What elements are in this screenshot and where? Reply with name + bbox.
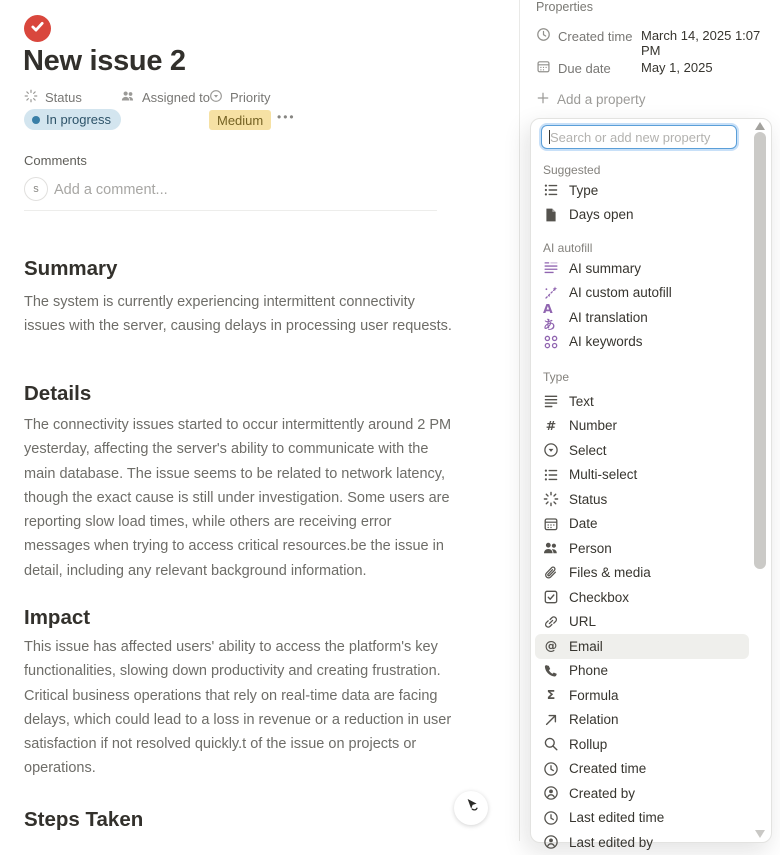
- property-row-created-time[interactable]: [536, 27, 632, 45]
- dropdown-item-rollup[interactable]: [535, 732, 749, 757]
- ai-summary-icon: [543, 260, 559, 276]
- status-icon: [543, 491, 559, 507]
- arrow-up-right-icon: [543, 712, 559, 728]
- property-value-created-time[interactable]: March 14, 2025 1:07 PM: [641, 28, 761, 58]
- dropdown-item-label: Last edited by: [569, 834, 654, 850]
- add-property-button[interactable]: [536, 91, 646, 108]
- dropdown-item-label: Days open: [569, 207, 634, 223]
- group-label-suggested: Suggested: [543, 163, 601, 177]
- dropdown-item-checkbox[interactable]: [535, 585, 749, 610]
- dropdown-item-label: Email: [569, 638, 603, 654]
- comments-label: Comments: [24, 153, 87, 168]
- ai-translation-icon: Aあ: [543, 301, 556, 333]
- dropdown-item-label: Date: [569, 516, 598, 532]
- sigma-icon: Σ: [546, 687, 556, 703]
- link-icon: [543, 614, 559, 630]
- dropdown-item-last-edited-by[interactable]: [535, 830, 749, 855]
- magnifier-icon: [543, 736, 559, 752]
- dropdown-item-label: Formula: [569, 687, 619, 703]
- section-body-impact[interactable]: This issue has affected users' ability to access the platform's key functionalities, slowing down productivity and creating frustration. Critical business operations that rely on real-time data are facing delays, which could lead to a loss in revenue or a reduction in user satisfaction if not resolved quickly.t of the issue on projects or operations.: [24, 639, 452, 777]
- group-label-ai-autofill: AI autofill: [543, 241, 593, 255]
- dropdown-item-label: Type: [569, 182, 599, 198]
- dropdown-item-date[interactable]: [535, 512, 749, 537]
- group-label-type: Type: [543, 370, 570, 384]
- page-icon-badge[interactable]: [24, 15, 51, 42]
- popover-scrollbar[interactable]: [752, 119, 768, 842]
- scrollbar-down-arrow[interactable]: [755, 830, 765, 838]
- dropdown-item-person[interactable]: [535, 536, 749, 561]
- dropdown-item-label: Checkbox: [569, 589, 630, 605]
- select-icon: [543, 442, 559, 458]
- dropdown-item-select[interactable]: [535, 438, 749, 463]
- dropdown-item-url[interactable]: [535, 610, 749, 635]
- property-header-label: Status: [45, 90, 82, 105]
- dropdown-item-days-open[interactable]: [535, 203, 749, 228]
- dropdown-item-ai-translation[interactable]: [535, 301, 749, 333]
- property-header-assigned-to[interactable]: [121, 89, 210, 106]
- status-dot-icon: [32, 116, 40, 124]
- people-icon: [121, 89, 135, 106]
- property-header-label: Priority: [230, 90, 271, 105]
- panel-divider: [519, 0, 520, 841]
- clock-icon: [543, 810, 559, 826]
- dropdown-item-multi-select[interactable]: [535, 463, 749, 488]
- ai-wand-icon: [543, 285, 559, 301]
- multi-select-icon: [543, 467, 559, 483]
- select-icon: [209, 89, 223, 106]
- dropdown-item-label: Number: [569, 418, 618, 434]
- dropdown-item-label: Created time: [569, 761, 647, 777]
- dropdown-item-ai-summary[interactable]: [535, 256, 749, 281]
- dropdown-item-text[interactable]: [535, 389, 749, 414]
- cursor-icon: [462, 797, 480, 820]
- dropdown-item-label: AI summary: [569, 260, 642, 276]
- avatar-letter: s: [33, 183, 39, 195]
- dropdown-item-relation[interactable]: [535, 708, 749, 733]
- date-icon: [543, 516, 559, 532]
- clock-icon: [536, 27, 558, 45]
- page-title[interactable]: New issue 2: [23, 45, 186, 77]
- add-property-label: Add a property: [557, 92, 646, 107]
- comment-input[interactable]: Add a comment...: [54, 182, 168, 198]
- property-value-due-date[interactable]: May 1, 2025: [641, 60, 713, 75]
- property-header-label: Assigned to: [142, 90, 210, 105]
- dropdown-item-label: Multi-select: [569, 467, 638, 483]
- section-heading-summary[interactable]: Summary: [24, 257, 118, 280]
- dropdown-item-label: Text: [569, 393, 594, 409]
- dropdown-item-phone[interactable]: [535, 659, 749, 684]
- section-heading-steps-taken[interactable]: Steps Taken: [24, 808, 144, 831]
- property-header-status[interactable]: [24, 89, 82, 106]
- dropdown-item-label: Relation: [569, 712, 619, 728]
- dropdown-item-created-time[interactable]: [535, 757, 749, 782]
- properties-panel-title: Properties: [536, 0, 593, 14]
- property-header-priority[interactable]: [209, 89, 270, 106]
- dropdown-item-status[interactable]: [535, 487, 749, 512]
- dropdown-item-number[interactable]: [535, 414, 749, 439]
- ai-keywords-icon: [543, 334, 559, 350]
- dropdown-item-last-edited-time[interactable]: [535, 806, 749, 831]
- dropdown-item-label: AI translation: [569, 309, 648, 325]
- page-icon: [543, 207, 559, 223]
- paperclip-icon: [543, 565, 559, 581]
- checkbox-icon: [543, 589, 559, 605]
- property-search-input[interactable]: [541, 125, 737, 149]
- text-caret: [549, 130, 550, 144]
- person-circle-icon: [543, 834, 559, 850]
- scrollbar-thumb[interactable]: [754, 132, 766, 569]
- add-property-popover: [530, 118, 772, 850]
- dropdown-item-ai-custom-autofill[interactable]: [535, 281, 749, 306]
- section-body-summary[interactable]: The system is currently experiencing intermittent connectivity issues with the server, causing delays in processing user requests.: [24, 294, 452, 335]
- dropdown-item-email[interactable]: [535, 634, 749, 659]
- dropdown-item-label: Status: [569, 491, 608, 507]
- dropdown-item-label: AI custom autofill: [569, 285, 672, 301]
- comment-avatar: [24, 177, 48, 201]
- plus-icon: [536, 91, 550, 108]
- text-icon: [543, 393, 559, 409]
- divider: [24, 210, 437, 211]
- dropdown-item-label: Phone: [569, 663, 609, 679]
- dropdown-item-files-media[interactable]: [535, 561, 749, 586]
- dropdown-item-label: Person: [569, 540, 612, 556]
- dropdown-item-label: URL: [569, 614, 597, 630]
- phone-icon: [543, 663, 559, 679]
- section-heading-details[interactable]: Details: [24, 382, 92, 405]
- section-heading-impact[interactable]: Impact: [24, 606, 91, 629]
- dropdown-item-formula[interactable]: [535, 683, 749, 708]
- property-label: Created time: [558, 28, 633, 44]
- check-icon: [29, 18, 46, 40]
- person-circle-icon: [543, 785, 559, 801]
- dropdown-item-label: AI keywords: [569, 334, 643, 350]
- dropdown-item-label: Select: [569, 442, 607, 458]
- number-icon: #: [545, 417, 557, 433]
- clock-icon: [543, 761, 559, 777]
- dropdown-item-ai-keywords[interactable]: [535, 330, 749, 355]
- calendar-icon: [536, 59, 558, 77]
- list-icon: [543, 182, 559, 198]
- priority-pill-label: Medium: [217, 112, 264, 128]
- dropdown-item-created-by[interactable]: [535, 781, 749, 806]
- priority-pill[interactable]: [209, 110, 271, 130]
- status-icon: [24, 89, 38, 106]
- dropdown-item-type[interactable]: [535, 178, 749, 203]
- property-row-due-date[interactable]: [536, 59, 611, 77]
- dropdown-item-label: Rollup: [569, 736, 608, 752]
- status-pill[interactable]: [24, 109, 121, 130]
- section-body-details[interactable]: The connectivity issues started to occur intermittently around 2 PM yesterday, affecting the server's ability to communicate with the main database. The issue seems to be related to network latency, though the exact cause is still under investigation. Some users are reporting slow load times, while others are receiving error messages when trying to access critical resources.be the issue in detail, including any relevant background information.: [24, 417, 452, 579]
- dropdown-item-label: Created by: [569, 785, 636, 801]
- at-sign-icon: @: [544, 638, 558, 654]
- dropdown-item-label: Last edited time: [569, 810, 665, 826]
- property-label: Due date: [558, 60, 611, 76]
- dropdown-item-label: Files & media: [569, 565, 651, 581]
- status-pill-label: In progress: [46, 112, 112, 127]
- recording-cursor-indicator: [454, 791, 488, 825]
- more-properties-button[interactable]: •••: [277, 110, 296, 124]
- person-icon: [543, 540, 559, 556]
- scrollbar-up-arrow[interactable]: [755, 122, 765, 130]
